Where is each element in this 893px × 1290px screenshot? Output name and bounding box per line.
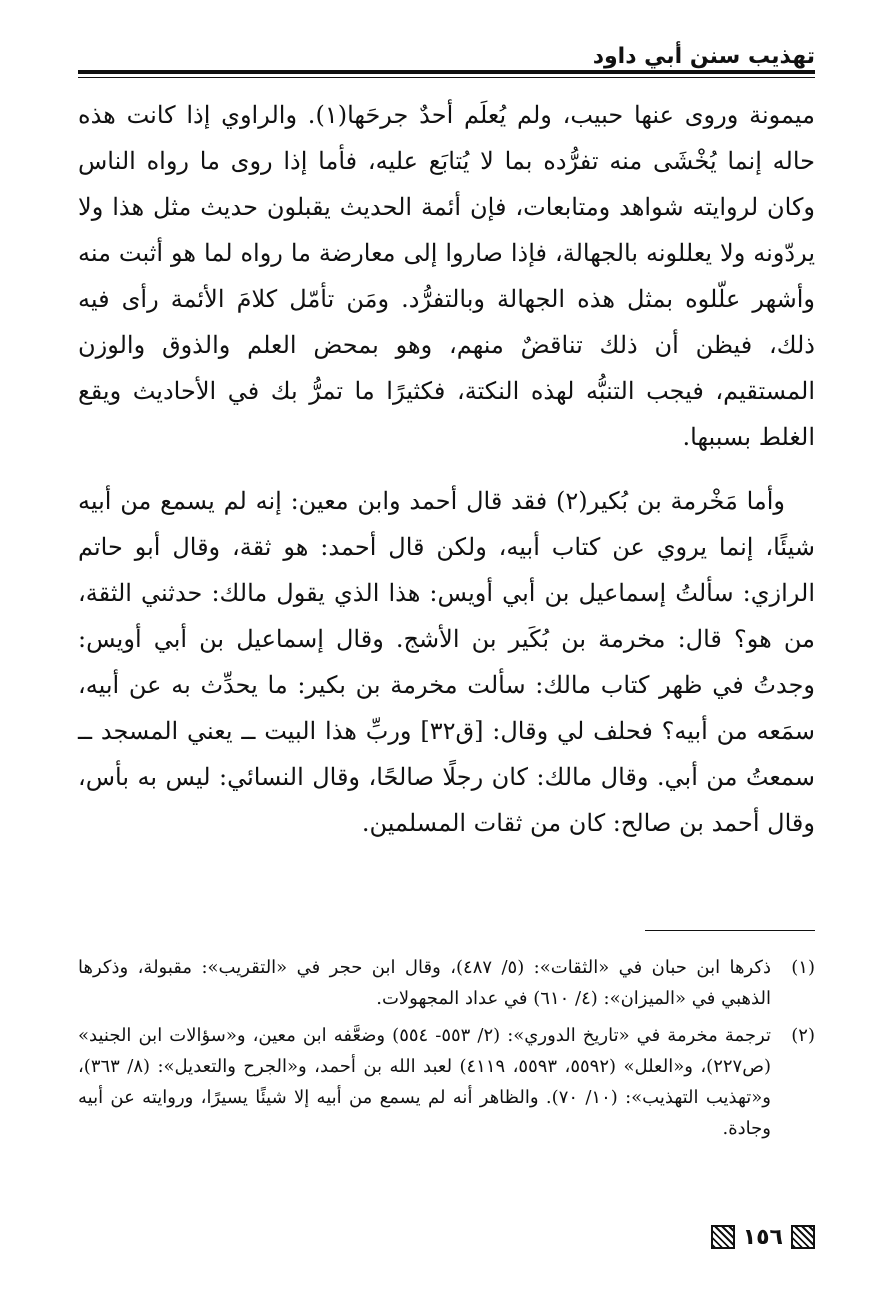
page-number: ١٥٦ xyxy=(742,1224,783,1250)
footnote-item xyxy=(78,952,815,1014)
footnote-number: (٢) xyxy=(791,1025,815,1046)
ornament-icon xyxy=(711,1225,735,1249)
main-text xyxy=(78,92,815,846)
footnote-item xyxy=(78,1020,815,1144)
footnote-number: (١) xyxy=(791,957,815,978)
running-title: تهذيب سنن أبي داود xyxy=(592,44,815,69)
footnotes xyxy=(78,952,815,1144)
page-footer xyxy=(711,1222,815,1252)
ornament-icon xyxy=(791,1225,815,1249)
header-rule-thick xyxy=(78,70,815,74)
footnote-text: ترجمة مخرمة في «تاريخ الدوري»: (٢/ ٥٥٣- ٥٥٤) وضعَّفه ابن معين، و«سؤالات ابن الجنيد» (ص٢٢٧)، و«العلل» (٥٥٩٢، ٥٥٩٣، ٤١١٩) لعبد الله بن أحمد، و«الجرح والتعديل»: (٨/ ٣٦٣)، و«تهذيب التهذيب»: (١٠/ ٧٠). والظاهر أنه لم يسمع من أبيه إلا شيئًا يسيرًا، وروايته عن أبيه وجادة. xyxy=(78,1025,771,1139)
body-paragraph: وأما مَخْرمة بن بُكير(٢) فقد قال أحمد وابن معين: إنه لم يسمع من أبيه شيئًا، إنما يروي عن كتاب أبيه، ولكن قال أحمد: هو ثقة، وقال أبو حاتم الرازي: سألتُ إسماعيل بن أبي أويس: هذا الذي يقول مالك: حدثني الثقة، من هو؟ قال: مخرمة بن بُكَير بن الأشج. وقال إسماعيل بن أبي أويس: وجدتُ في ظهر كتاب مالك: سألت مخرمة بن بكير: ما يحدِّث به عن أبيه، سمَعه من أبيه؟ فحلف لي وقال: [ق٣٢] وربِّ هذا البيت ــ يعني المسجد ــ سمعتُ من أبي. وقال مالك: كان رجلًا صالحًا، وقال النسائي: ليس به بأس، وقال أحمد بن صالح: كان من ثقات المسلمين. xyxy=(78,487,816,837)
header-rule-thin xyxy=(78,77,815,78)
footnote-text: ذكرها ابن حبان في «الثقات»: (٥/ ٤٨٧)، وقال ابن حجر في «التقريب»: مقبولة، وذكرها الذهبي في «الميزان»: (٤/ ٦١٠) في عداد المجهولات. xyxy=(78,957,772,1009)
body-paragraph: ميمونة وروى عنها حبيب، ولم يُعلَم أحدٌ جرحَها(١). والراوي إذا كانت هذه حاله إنما يُخْشَى منه تفرُّده بما لا يُتابَع عليه، فأما إذا روى ما رواه الناس وكان لروايته شواهد ومتابعات، فإن أئمة الحديث يقبلون حديث مثل هذا ولا يردّونه ولا يعللونه بالجهالة، فإذا صاروا إلى معارضة ما رواه لما هو أثبت منه وأشهر علّلوه بمثل هذه الجهالة وبالتفرُّد. ومَن تأمّل كلامَ الأئمة رأى فيه ذلك، فيظن أن ذلك تناقضٌ منهم، وهو بمحض العلم والذوق والوزن المستقيم، فيجب التنبُّه لهذه النكتة، فكثيرًا ما تمرُّ بك في الأحاديث ويقع الغلط بسببها. xyxy=(78,101,816,451)
footnote-separator xyxy=(645,930,815,931)
